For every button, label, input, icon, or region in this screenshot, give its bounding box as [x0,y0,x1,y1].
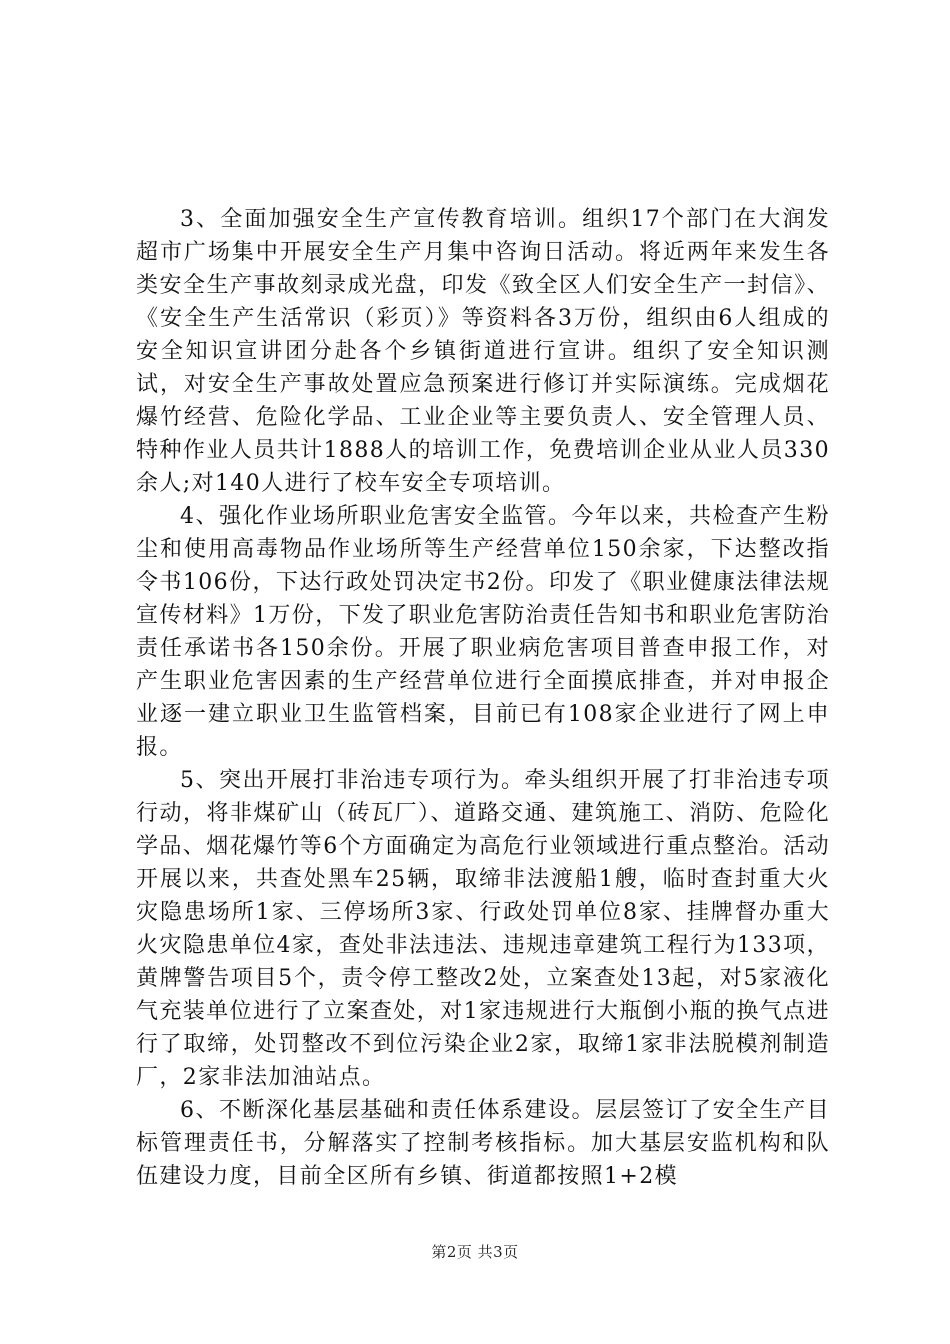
paragraph-6: 6、不断深化基层基础和责任体系建设。层层签订了安全生产目标管理责任书，分解落实了控制考核指标。加大基层安监机构和队伍建设力度，目前全区所有乡镇、街道都按照1+2模 [136,1098,830,1189]
page-number-footer: 第2页 共3页 [431,1243,519,1261]
paragraph-5: 5、突出开展打非治违专项行为。牵头组织开展了打非治违专项行动，将非煤矿山（砖瓦厂）、道路交通、建筑施工、消防、危险化学品、烟花爆竹等6个方面确定为高危行业领域进行重点整治。活动开展以来，共查处黑车25辆，取缔非法渡船1艘，临时查封重大火灾隐患场所1家、三停场所3家、行政处罚单位8家、挂牌督办重大火灾隐患单位4家，查处非法违法、违规违章建筑工程行为133项，黄牌警告项目5个，责令停工整改2处，立案查处13起，对5家液化气充装单位进行了立案查处，对1家违规进行大瓶倒小瓶的换气点进行了取缔，处罚整改不到位污染企业2家，取缔1家非法脱模剂制造厂，2家非法加油站点。 [136,768,830,1090]
document-body [136,203,830,1193]
paragraph-4: 4、强化作业场所职业危害安全监管。今年以来，共检查产生粉尘和使用高毒物品作业场所等生产经营单位150余家，下达整改指令书106份，下达行政处罚决定书2份。印发了《职业健康法律法规宣传材料》1万份，下发了职业危害防治责任告知书和职业危害防治责任承诺书各150余份。开展了职业病危害项目普查申报工作，对产生职业危害因素的生产经营单位进行全面摸底排查，并对申报企业逐一建立职业卫生监管档案，目前已有108家企业进行了网上申报。 [136,504,830,760]
paragraph-3: 3、全面加强安全生产宣传教育培训。组织17个部门在大润发超市广场集中开展安全生产月集中咨询日活动。将近两年来发生各类安全生产事故刻录成光盘，印发《致全区人们安全生产一封信》、《安全生产生活常识（彩页）》等资料各3万份，组织由6人组成的安全知识宣讲团分赴各个乡镇街道进行宣讲。组织了安全知识测试，对安全生产事故处置应急预案进行修订并实际演练。完成烟花爆竹经营、危险化学品、工业企业等主要负责人、安全管理人员、特种作业人员共计1888人的培训工作，免费培训企业从业人员330余人;对140人进行了校车安全专项培训。 [136,207,830,496]
